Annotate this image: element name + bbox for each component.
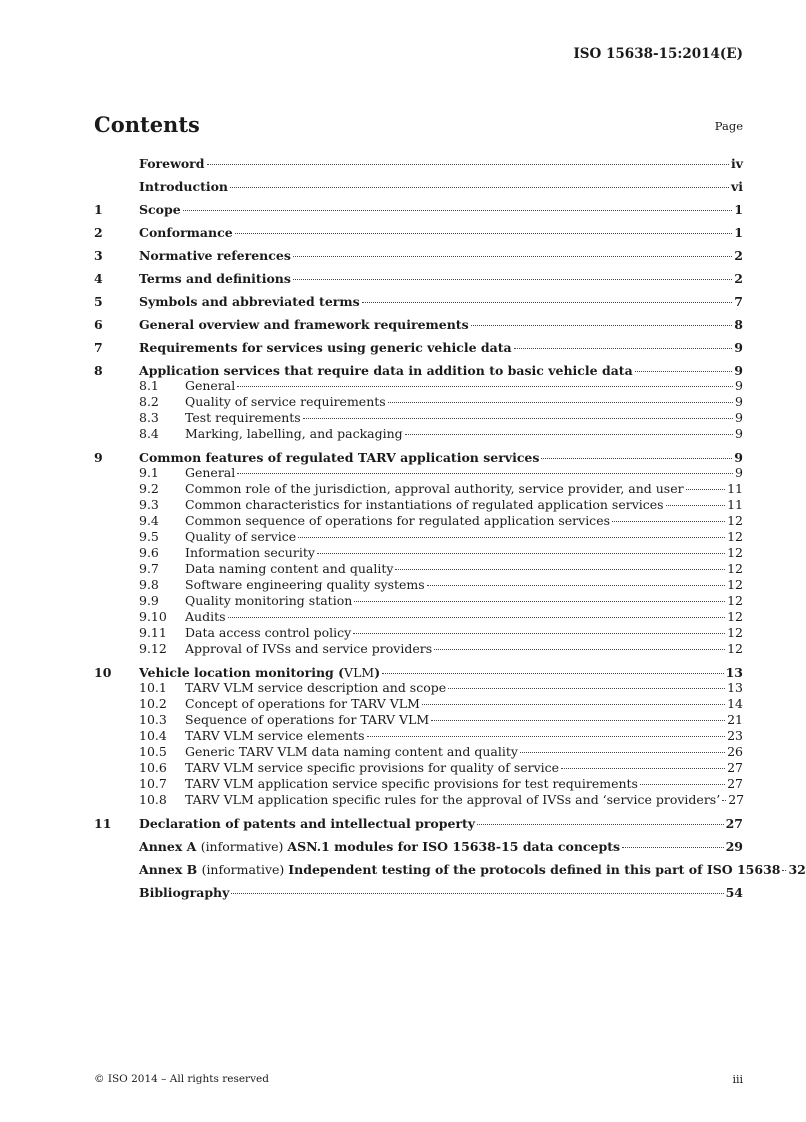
toc-entry-number: 10.6 xyxy=(139,760,167,775)
dot-leader xyxy=(298,537,725,538)
toc-entry-title-text: Audits xyxy=(185,609,226,624)
toc-entry[interactable] xyxy=(94,577,743,593)
dot-leader xyxy=(395,569,725,570)
toc-entry[interactable] xyxy=(94,497,743,513)
toc-entry-page: 12 xyxy=(727,545,743,560)
toc-entry-title-text: Vehicle location monitoring ( xyxy=(139,665,345,680)
toc-entry-title-text: Data access control policy xyxy=(185,625,352,640)
toc-entry-page: 12 xyxy=(727,593,743,608)
dot-leader xyxy=(561,768,725,769)
toc-entry-title xyxy=(139,225,233,240)
toc-entry[interactable] xyxy=(94,593,743,609)
dot-leader xyxy=(317,553,725,554)
toc-entry-number: 9.12 xyxy=(139,641,167,656)
toc-entry-page: 12 xyxy=(727,625,743,640)
toc-entry[interactable] xyxy=(94,862,806,877)
toc-entry-page: 1 xyxy=(734,202,743,217)
dot-leader xyxy=(477,824,724,825)
toc-entry-title-text: Common sequence of operations for regulated application services xyxy=(185,513,610,528)
dot-leader xyxy=(635,371,733,372)
toc-entry-number: 8.3 xyxy=(139,410,159,425)
dot-leader xyxy=(405,434,733,435)
toc-entry[interactable] xyxy=(94,271,743,286)
toc-entry[interactable] xyxy=(94,728,743,744)
toc-entry-title-normal: (informative) xyxy=(201,862,289,877)
toc-entry-page: 27 xyxy=(727,760,743,775)
toc-entry-title-text: Common role of the jurisdiction, approval authority, service provider, and user xyxy=(185,481,684,496)
toc-entry-number: 9.3 xyxy=(139,497,159,512)
toc-entry-title xyxy=(185,728,365,744)
toc-entry-page: 12 xyxy=(727,577,743,592)
toc-entry-title-text: Concept of operations for TARV VLM xyxy=(185,696,420,711)
toc-entry[interactable] xyxy=(94,248,743,263)
toc-entry[interactable] xyxy=(94,885,743,900)
toc-entry-page: 9 xyxy=(734,363,743,378)
toc-entry-page: 23 xyxy=(727,728,743,743)
toc-entry-page: 9 xyxy=(735,378,743,393)
toc-entry[interactable] xyxy=(94,760,743,776)
dot-leader xyxy=(388,402,733,403)
toc-entry-title-text: Application services that require data in addition to basic vehicle data xyxy=(139,363,633,378)
toc-entry-title-text: Sequence of operations for TARV VLM xyxy=(185,712,430,727)
dot-leader xyxy=(622,847,724,848)
toc-entry-number: 10.2 xyxy=(139,696,167,711)
toc-entry-title-text: Bibliography xyxy=(139,885,230,900)
toc-entry[interactable] xyxy=(94,410,743,426)
toc-entry-number: 10.3 xyxy=(139,712,167,727)
toc-entry-page: 11 xyxy=(727,497,743,512)
toc-entry-title-text: General xyxy=(185,465,236,480)
page-column-label: Page xyxy=(714,119,743,133)
toc-entry[interactable] xyxy=(94,665,743,680)
toc-entry[interactable] xyxy=(94,816,743,831)
dot-leader xyxy=(666,505,726,506)
toc-entry-number: 4 xyxy=(94,271,103,286)
dot-leader xyxy=(230,187,729,188)
toc-entry-page: iv xyxy=(730,156,743,171)
toc-entry-title-text: Normative references xyxy=(139,248,291,263)
toc-entry-page: 11 xyxy=(727,481,743,496)
dot-leader xyxy=(434,649,725,650)
toc-entry[interactable] xyxy=(94,202,743,217)
toc-entry[interactable] xyxy=(94,625,743,641)
toc-entry-page: 12 xyxy=(727,513,743,528)
toc-entry-page: 9 xyxy=(735,465,743,480)
dot-leader xyxy=(382,673,723,674)
toc-entry-title-text: TARV VLM application service specific provisions for test requirements xyxy=(185,776,638,791)
dot-leader xyxy=(207,164,729,165)
toc-entry-title xyxy=(185,394,386,410)
toc-entry-title xyxy=(139,862,780,877)
toc-entry-title xyxy=(139,450,539,465)
toc-entry[interactable] xyxy=(94,561,743,577)
toc-entry-page: 27 xyxy=(728,792,745,807)
page-number: iii xyxy=(732,1073,743,1086)
toc-entry-page: 2 xyxy=(734,271,743,286)
toc-entry-title-text: General xyxy=(185,378,236,393)
toc-entry-title-text: Quality of service requirements xyxy=(185,394,386,409)
toc-entry[interactable] xyxy=(94,156,743,171)
toc-entry-page: 9 xyxy=(735,426,743,441)
toc-entry-title-text: Requirements for services using generic vehicle data xyxy=(139,340,512,355)
toc-entry-title-text: Common characteristics for instantiations of regulated application services xyxy=(185,497,664,512)
dot-leader xyxy=(782,870,786,871)
toc-entry-title-text: Generic TARV VLM data naming content and quality xyxy=(185,744,518,759)
toc-entry-title-after: Independent testing of the protocols defined in this part of ISO 15638 xyxy=(288,862,781,877)
toc-entry-title xyxy=(185,712,429,728)
toc-entry-page: 21 xyxy=(727,712,743,727)
dot-leader xyxy=(640,784,725,785)
toc-entry-title-text: Quality of service xyxy=(185,529,297,544)
toc-entry-number: 9.9 xyxy=(139,593,159,608)
toc-entry[interactable] xyxy=(94,179,743,194)
dot-leader xyxy=(353,633,725,634)
toc-entry-title xyxy=(185,792,720,808)
dot-leader xyxy=(303,418,733,419)
dot-leader xyxy=(471,325,733,326)
toc-entry-number: 10.5 xyxy=(139,744,167,759)
toc-entry-title xyxy=(185,680,446,696)
toc-entry-title xyxy=(139,665,380,680)
dot-leader xyxy=(722,800,726,801)
toc-entry-title-text: Quality monitoring station xyxy=(185,593,353,608)
toc-entry-number: 5 xyxy=(94,294,103,309)
dot-leader xyxy=(367,736,726,737)
toc-entry-title-text: General overview and framework requirements xyxy=(139,317,469,332)
toc-entry-page: 9 xyxy=(734,450,743,465)
toc-entry-page: 2 xyxy=(734,248,743,263)
toc-entry-title xyxy=(185,696,420,712)
toc-entry-title xyxy=(185,426,403,442)
toc-entry-number: 10.8 xyxy=(139,792,167,807)
toc-entry[interactable] xyxy=(94,426,743,442)
toc-entry[interactable] xyxy=(94,696,743,712)
dot-leader xyxy=(231,893,723,894)
toc-entry-page: 1 xyxy=(734,225,743,240)
table-of-contents xyxy=(94,156,806,900)
dot-leader xyxy=(448,688,725,689)
toc-entry-number: 6 xyxy=(94,317,103,332)
toc-entry-title-text: TARV VLM service elements xyxy=(185,728,365,743)
toc-entry-title xyxy=(185,465,235,481)
toc-entry-page: 8 xyxy=(734,317,743,332)
dot-leader xyxy=(514,348,733,349)
toc-entry-title-text: Data naming content and quality xyxy=(185,561,394,576)
toc-entry[interactable] xyxy=(94,792,743,808)
copyright-notice: © ISO 2014 – All rights reserved xyxy=(94,1073,269,1085)
toc-entry-number: 8.4 xyxy=(139,426,159,441)
toc-entry-title-normal: VLM xyxy=(344,665,375,680)
toc-entry-title xyxy=(139,839,620,854)
toc-entry-title-text: Foreword xyxy=(139,156,205,171)
toc-entry[interactable] xyxy=(94,680,743,696)
dot-leader xyxy=(183,210,733,211)
toc-entry-number: 2 xyxy=(94,225,103,240)
dot-leader xyxy=(541,458,732,459)
toc-entry-page: 12 xyxy=(727,561,743,576)
toc-entry-title xyxy=(185,513,610,529)
dot-leader xyxy=(422,704,725,705)
toc-entry-page: 12 xyxy=(727,641,743,656)
toc-entry[interactable] xyxy=(94,513,743,529)
toc-entry[interactable] xyxy=(94,394,743,410)
toc-entry-title xyxy=(139,885,229,900)
toc-entry[interactable] xyxy=(94,744,743,760)
toc-entry-title-normal: (informative) xyxy=(200,839,288,854)
toc-entry-title xyxy=(139,156,205,171)
toc-entry-title xyxy=(185,378,235,394)
dot-leader xyxy=(237,473,733,474)
toc-entry-title-text: Introduction xyxy=(139,179,229,194)
toc-entry-page: 13 xyxy=(725,665,743,680)
toc-entry[interactable] xyxy=(94,465,743,481)
toc-entry-page: 29 xyxy=(725,839,743,854)
toc-entry-page: 32 xyxy=(788,862,806,877)
toc-entry-title xyxy=(185,641,432,657)
toc-entry-title-text: Approval of IVSs and service providers xyxy=(185,641,433,656)
toc-entry-number: 8.2 xyxy=(139,394,159,409)
toc-entry-title xyxy=(139,271,291,286)
toc-entry[interactable] xyxy=(94,340,743,355)
toc-entry-title-text: Symbols and abbreviated terms xyxy=(139,294,360,309)
toc-entry-title-text: Test requirements xyxy=(185,410,301,425)
toc-entry-number: 9.10 xyxy=(139,609,167,624)
toc-entry-title xyxy=(139,202,181,217)
toc-entry-number: 9.6 xyxy=(139,545,159,560)
toc-entry-title xyxy=(185,625,351,641)
toc-entry-title-text: TARV VLM service specific provisions for quality of service xyxy=(185,760,560,775)
toc-entry-number: 9 xyxy=(94,450,103,465)
toc-entry-page: 27 xyxy=(727,776,743,791)
dot-leader xyxy=(362,302,733,303)
dot-leader xyxy=(686,489,726,490)
toc-entry-number: 9.5 xyxy=(139,529,159,544)
toc-entry-title xyxy=(185,545,315,561)
toc-entry-page: vi xyxy=(730,179,743,194)
toc-entry-number: 9.7 xyxy=(139,561,159,576)
toc-entry[interactable] xyxy=(94,378,743,394)
toc-entry-title xyxy=(185,529,296,545)
toc-entry-title xyxy=(185,577,425,593)
page-title: Contents xyxy=(94,112,200,137)
toc-entry-title-after: ) xyxy=(374,665,381,680)
toc-entry-title-text: Conformance xyxy=(139,225,233,240)
toc-entry[interactable] xyxy=(94,545,743,561)
toc-entry-number: 10.1 xyxy=(139,680,167,695)
toc-entry-title xyxy=(139,248,291,263)
toc-entry-title-text: Annex B xyxy=(139,862,202,877)
toc-entry-title-text: Declaration of patents and intellectual property xyxy=(139,816,476,831)
dot-leader xyxy=(612,521,725,522)
toc-entry-title xyxy=(139,816,475,831)
toc-entry-title-text: Annex A xyxy=(139,839,201,854)
dot-leader xyxy=(520,752,725,753)
toc-entry-title xyxy=(185,593,352,609)
toc-entry-page: 13 xyxy=(727,680,743,695)
toc-entry-title xyxy=(185,760,559,776)
toc-entry-page: 26 xyxy=(727,744,743,759)
dot-leader xyxy=(235,233,733,234)
toc-entry[interactable] xyxy=(94,529,743,545)
toc-entry-page: 12 xyxy=(727,609,743,624)
toc-entry[interactable] xyxy=(94,776,743,792)
toc-entry-number: 10.7 xyxy=(139,776,167,791)
toc-entry-number: 1 xyxy=(94,202,103,217)
toc-entry[interactable] xyxy=(94,641,743,657)
toc-entry[interactable] xyxy=(94,317,743,332)
toc-entry-title-text: TARV VLM application specific rules for the approval of IVSs and ‘service providers’ xyxy=(185,792,721,807)
toc-entry[interactable] xyxy=(94,363,743,378)
dot-leader xyxy=(431,720,725,721)
toc-entry-page: 54 xyxy=(725,885,743,900)
toc-entry-number: 8 xyxy=(94,363,103,378)
toc-entry-title xyxy=(139,363,633,378)
toc-entry-title-text: Information security xyxy=(185,545,315,560)
toc-entry-title xyxy=(185,481,684,497)
dot-leader xyxy=(293,256,732,257)
toc-entry-title xyxy=(185,609,226,625)
toc-entry-number: 8.1 xyxy=(139,378,159,393)
toc-entry-page: 12 xyxy=(727,529,743,544)
toc-entry-page: 27 xyxy=(725,816,743,831)
toc-entry-number: 9.4 xyxy=(139,513,159,528)
toc-entry-page: 14 xyxy=(727,696,743,711)
toc-entry-number: 3 xyxy=(94,248,103,263)
toc-entry-page: 7 xyxy=(734,294,743,309)
toc-entry-title-text: Common features of regulated TARV application services xyxy=(139,450,540,465)
toc-entry-title-text: Software engineering quality systems xyxy=(185,577,425,592)
toc-entry-title xyxy=(185,744,518,760)
toc-entry-number: 9.1 xyxy=(139,465,159,480)
toc-entry-title-text: TARV VLM service description and scope xyxy=(185,680,447,695)
toc-entry-title xyxy=(185,410,301,426)
toc-entry-title xyxy=(139,340,512,355)
toc-entry-title xyxy=(139,317,469,332)
toc-entry-number: 10.4 xyxy=(139,728,167,743)
toc-entry-title xyxy=(185,497,664,513)
toc-entry-title-text: Terms and definitions xyxy=(139,271,291,286)
toc-entry-number: 10 xyxy=(94,665,112,680)
toc-entry-title xyxy=(139,294,360,309)
dot-leader xyxy=(427,585,725,586)
toc-entry-page: 9 xyxy=(735,410,743,425)
toc-entry-page: 9 xyxy=(734,340,743,355)
toc-entry[interactable] xyxy=(94,712,743,728)
document-id: ISO 15638-15:2014(E) xyxy=(573,46,743,62)
toc-entry-title xyxy=(139,179,228,194)
toc-entry-number: 7 xyxy=(94,340,103,355)
dot-leader xyxy=(293,279,732,280)
toc-entry-number: 9.11 xyxy=(139,625,167,640)
dot-leader xyxy=(228,617,726,618)
dot-leader xyxy=(237,386,733,387)
toc-entry[interactable] xyxy=(94,481,743,497)
toc-entry-number: 9.8 xyxy=(139,577,159,592)
toc-entry-title xyxy=(185,561,393,577)
toc-entry-title xyxy=(185,776,638,792)
toc-entry[interactable] xyxy=(94,450,743,465)
toc-entry-title-text: Scope xyxy=(139,202,181,217)
toc-entry[interactable] xyxy=(94,225,743,240)
toc-entry[interactable] xyxy=(94,609,743,625)
toc-entry-number: 9.2 xyxy=(139,481,159,496)
dot-leader xyxy=(354,601,725,602)
toc-entry-number: 11 xyxy=(94,816,112,831)
toc-entry-page: 9 xyxy=(735,394,743,409)
toc-entry[interactable] xyxy=(94,839,743,854)
toc-entry-title-text: Marking, labelling, and packaging xyxy=(185,426,403,441)
toc-entry-title-after: ASN.1 modules for ISO 15638-15 data concepts xyxy=(287,839,621,854)
toc-entry[interactable] xyxy=(94,294,743,309)
